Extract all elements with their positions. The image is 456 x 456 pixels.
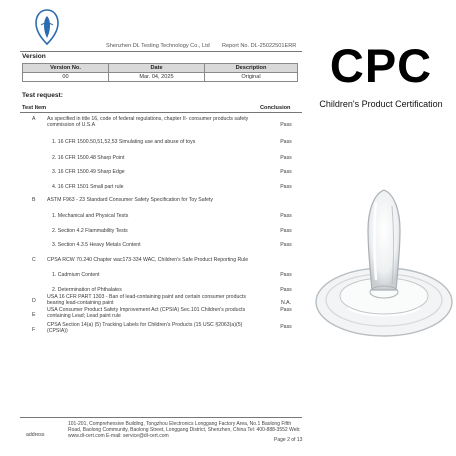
row-text: ASTM F963 - 23 Standard Consumer Safety Specification for Toy Safety: [47, 197, 213, 203]
cpc-title: CPC: [329, 39, 433, 92]
row-result: Pass: [280, 324, 292, 330]
test-request-heading: Test request:: [22, 92, 63, 99]
row-result: N.A.: [280, 300, 292, 306]
page-number: Page 2 of 13: [274, 437, 303, 443]
row-letter: B: [32, 197, 36, 203]
version-heading: Version: [22, 53, 46, 60]
description-cell: Original: [205, 73, 298, 82]
lab-name: Shenzhen DL Testing Technology Co., Ltd: [106, 43, 210, 49]
conclusion-col-header: Conclusion: [260, 105, 291, 111]
row-text: As specified in title 16, code of federal regulations, chapter II- consumer products safety commission of U.S.A: [47, 116, 249, 129]
test-report-page: [14, 8, 306, 448]
row-letter: A: [32, 116, 36, 122]
row-text: CPSA Section 14(a) (5) Tracking Labels for Children's Products (15 USC §2063(a)(5) (CPSIA)): [47, 322, 243, 335]
test-header-divider: [20, 112, 302, 113]
report-number: Report No. DL-25022501ERR: [222, 43, 297, 49]
row-text: USA 16 CFR PART 1303 - Ban of lead-containing paint and certain consumer products bearing lead-containing paint: [47, 294, 246, 307]
description-col-header: Description: [205, 64, 298, 73]
row-text: 3. 16 CFR 1500.49 Sharp Edge: [52, 169, 125, 175]
lab-logo-icon: [34, 8, 60, 48]
row-letter: C: [32, 257, 36, 263]
row-result: Pass: [280, 169, 292, 175]
row-text: 1. 16 CFR 1500.50,51,52,53 Simulating use and abuse of toys: [52, 139, 196, 145]
row-text: 1. Cadmium Content: [52, 272, 100, 278]
cpc-subtitle: Children's Product Certification: [319, 99, 443, 109]
row-letter: F: [32, 327, 36, 333]
row-result: Pass: [280, 139, 292, 145]
row-result: Pass: [280, 122, 292, 128]
footer-address: 101-201, Comprehensive Building, Tongzhou Electronics Longgang Factory Area, No.1 Baolong Fifth Road, Baolong Community, Baolong Street, Longgang District, Shenzhen, China Tel: 400-888-3552 Web: www.dl-cert.com E-mail: service@dl-cert.com: [68, 421, 301, 439]
row-result: Pass: [280, 228, 292, 234]
row-letter: E: [32, 312, 36, 318]
row-text: 4. 16 CFR 1501 Small part rule: [52, 184, 124, 190]
row-text: CPSA RCW 70.240 Chapter wac173-334 WAC, Children's Safe Product Reporting Rule: [47, 257, 249, 263]
version-col-header: Version No.: [23, 64, 109, 73]
version-table: [22, 63, 298, 82]
silicone-spout-image: [312, 150, 456, 350]
row-text: 2. 16 CFR 1500.48 Sharp Point: [52, 155, 125, 161]
test-item-col-header: Test Item: [22, 105, 47, 111]
row-text: 3. Section 4.3.5 Heavy Metals Content: [52, 242, 141, 248]
row-result: Pass: [280, 242, 292, 248]
table-row: [23, 73, 298, 82]
row-text: 2. Section 4.2 Flammability Tests: [52, 228, 128, 234]
row-text: 2. Determination of Phthalates: [52, 287, 122, 293]
date-col-header: Date: [109, 64, 205, 73]
row-text: 1. Mechanical and Physical Tests: [52, 213, 129, 219]
row-result: Pass: [280, 307, 292, 313]
row-text: USA Consumer Product Safety Improvement Act (CPSIA) Sec.101 Children's products containing Lead; Lead paint rule: [47, 307, 246, 320]
row-letter: D: [32, 298, 36, 304]
row-result: Pass: [280, 155, 292, 161]
footer-address-label: address: [26, 432, 45, 438]
date-cell: Mar. 04, 2025: [109, 73, 205, 82]
row-result: Pass: [280, 272, 292, 278]
footer-divider: [20, 417, 302, 418]
version-cell: 00: [23, 73, 109, 82]
row-result: Pass: [280, 287, 292, 293]
header-divider: [20, 51, 302, 52]
row-result: Pass: [280, 213, 292, 219]
row-result: Pass: [280, 184, 292, 190]
